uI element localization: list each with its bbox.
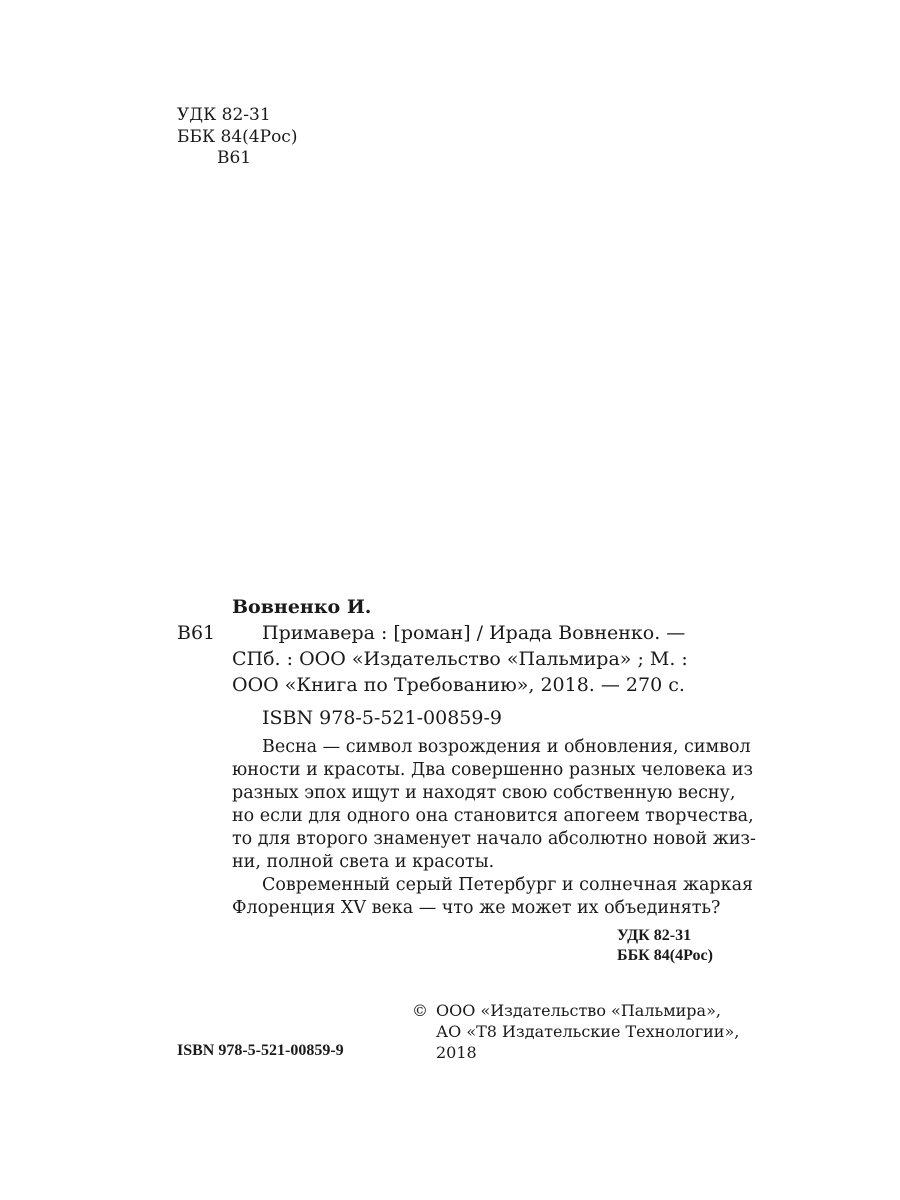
copyright-symbol: © (412, 1001, 428, 1020)
annotation-line: Весна — символ возрождения и обновления, символ (262, 737, 751, 757)
isbn-record: ISBN 978-5-521-00859-9 (262, 707, 502, 729)
author-heading: Вовненко И. (232, 596, 372, 618)
annotation-line: Флоренция XV века — что же может их объединять? (232, 898, 721, 918)
bbk-code: ББК 84(4Рос) (177, 127, 298, 147)
bbk-code-bottom: ББК 84(4Рос) (617, 947, 713, 964)
annotation-line: разных эпох ищут и находят свою собственную весну, (232, 783, 736, 803)
copyright-line: АО «Т8 Издательские Технологии», (436, 1022, 740, 1041)
udk-code: УДК 82-31 (177, 105, 271, 125)
udk-code-bottom: УДК 82-31 (617, 927, 692, 944)
author-sign-record: В61 (177, 622, 216, 644)
isbn-bottom: ISBN 978-5-521-00859-9 (177, 1042, 344, 1059)
bib-line: ООО «Книга по Требованию», 2018. — 270 с. (232, 674, 685, 696)
copyright-line: ООО «Издательство «Пальмира», (436, 1001, 721, 1020)
author-sign: В61 (217, 148, 252, 168)
annotation-line: то для второго знаменует начало абсолютно новой жиз- (232, 829, 756, 849)
annotation-line: юности и красоты. Два совершенно разных человека из (232, 760, 754, 780)
annotation-line: Современный серый Петербург и солнечная жаркая (262, 875, 754, 895)
annotation-line: но если для одного она становится апогеем творчества, (232, 806, 754, 826)
bib-line: Примавера : [роман] / Ирада Вовненко. — (262, 622, 686, 644)
copyright-line: 2018 (436, 1043, 477, 1062)
bib-line: СПб. : ООО «Издательство «Пальмира» ; М. : (232, 648, 688, 670)
annotation-line: ни, полной света и красоты. (232, 852, 495, 872)
